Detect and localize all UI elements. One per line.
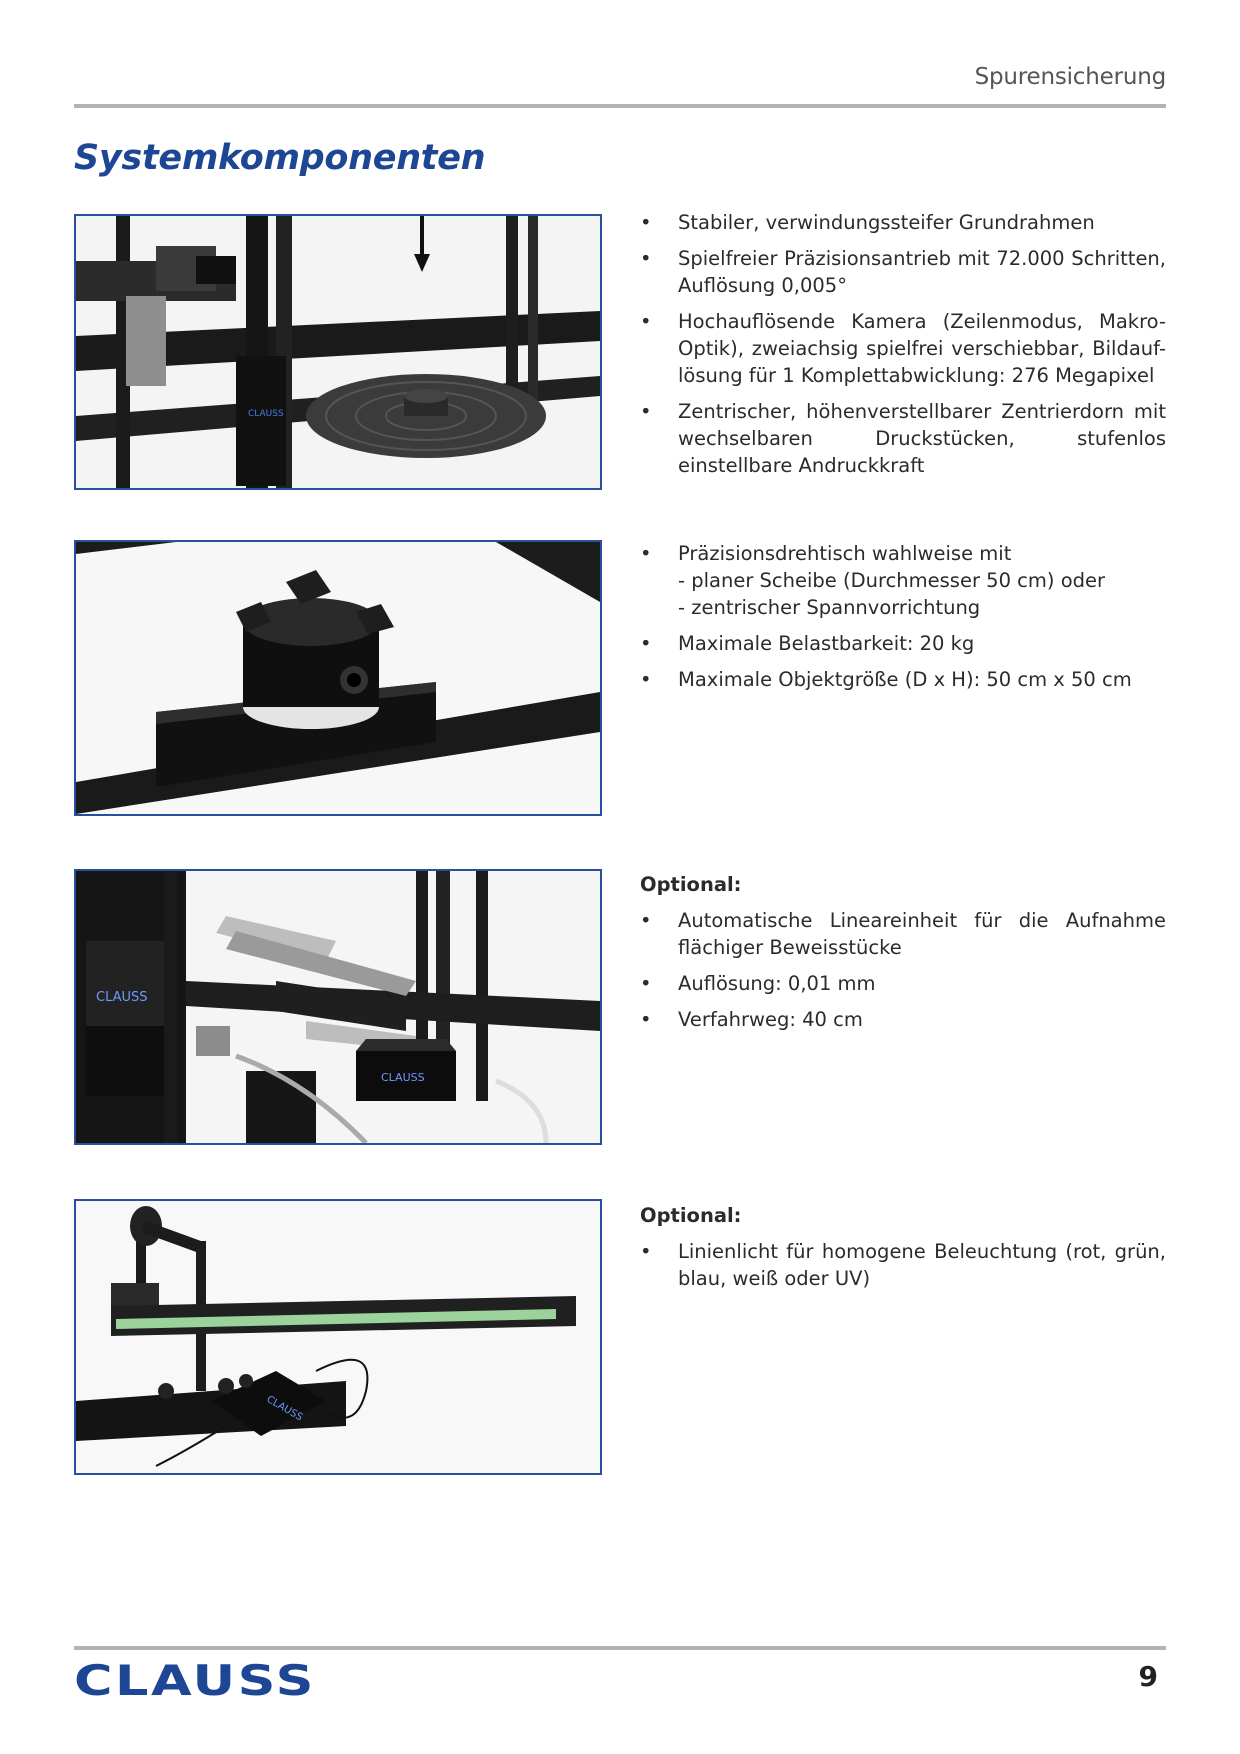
device-logo-label: CLAUSS — [248, 409, 284, 419]
device-logo-label: CLAUSS — [381, 1071, 425, 1084]
list-item: • Spielfreier Präzisionsantrieb mit 72.000 Schritten, Auflösung 0,005° — [640, 245, 1166, 299]
list-item-sub: - zentrischer Spannvorrichtung — [678, 596, 981, 619]
list-item-sub: - planer Scheibe (Durchmesser 50 cm) oder — [678, 569, 1106, 592]
list-item: • Hochauflösende Kamera (Zeilenmodus, Makro-Optik), zweiachsig spielfrei verschiebbar, Bildauf-lösung für 1 Komplettabwicklung: 276 Megapixel — [640, 308, 1166, 389]
list-item: • Maximale Objektgröße (D x H): 50 cm x 50 cm — [640, 666, 1166, 693]
photo-linear-unit — [74, 869, 602, 1145]
section-title: Systemkomponenten — [74, 138, 486, 178]
photo-rotary-table — [74, 540, 602, 816]
list-item: • Stabiler, verwindungssteifer Grundrahmen — [640, 209, 1166, 236]
feature-list — [640, 907, 1166, 1033]
list-item-main: • Präzisionsdrehtisch wahlweise mit — [678, 542, 1012, 565]
list-item: • Maximale Belastbarkeit: 20 kg — [640, 630, 1166, 657]
page-number: 9 — [1138, 1660, 1158, 1693]
running-header: Spurensicherung — [974, 64, 1166, 90]
feature-list — [640, 1238, 1166, 1292]
list-item: • Auflösung: 0,01 mm — [640, 970, 1166, 997]
device-logo-label: CLAUSS — [264, 1394, 305, 1424]
list-item — [640, 540, 1166, 621]
feature-list — [640, 540, 1166, 693]
list-item: • Linienlicht für homogene Beleuchtung (rot, grün, blau, weiß oder UV) — [640, 1238, 1166, 1292]
photo-scanner-frame — [74, 214, 602, 490]
device-logo-label: CLAUSS — [96, 990, 148, 1005]
text-block-rotary-table — [640, 540, 1166, 702]
optional-label: Optional: — [640, 1204, 742, 1227]
list-item: • Verfahrweg: 40 cm — [640, 1006, 1166, 1033]
list-item: • Automatische Lineareinheit für die Aufnahme flächiger Beweisstücke — [640, 907, 1166, 961]
header-divider — [74, 104, 1166, 108]
optional-label: Optional: — [640, 873, 742, 896]
clauss-logo: CLAUSS — [74, 1656, 316, 1705]
footer-divider — [74, 1646, 1166, 1650]
photo-line-light — [74, 1199, 602, 1475]
text-block-line-light — [640, 1202, 1166, 1301]
list-item: • Zentrischer, höhenverstellbarer Zentrierdorn mit wechselbaren Druckstücken, stufenlos einstellbare Andruckkraft — [640, 398, 1166, 479]
text-block-linear-unit — [640, 871, 1166, 1042]
text-block-frame — [640, 209, 1166, 488]
feature-list — [640, 209, 1166, 479]
